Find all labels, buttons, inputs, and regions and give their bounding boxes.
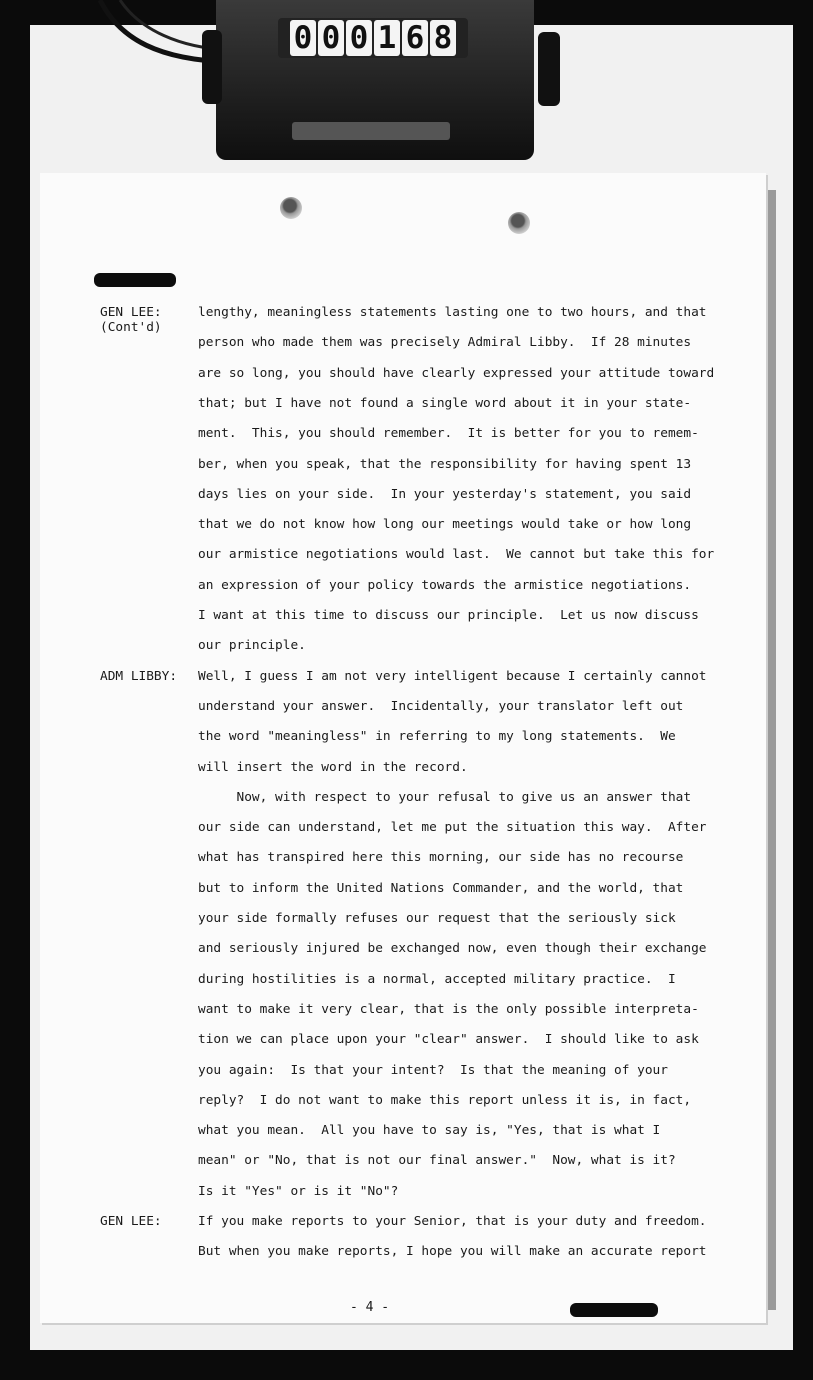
- transcript-line: If you make reports to your Senior, that is your duty and freedom.: [198, 1214, 707, 1229]
- page-number: - 4 -: [350, 1300, 390, 1315]
- transcript-line: want to make it very clear, that is the only possible interpreta-: [198, 1001, 699, 1017]
- transcript-line: ment. This, you should remember. It is better for you to remem-: [198, 426, 699, 442]
- transcript-line: But when you make reports, I hope you will make an accurate report: [198, 1244, 707, 1260]
- transcript-line: what you mean. All you have to say is, "Yes, that is what I: [198, 1123, 661, 1139]
- speaker-continued-note: (Cont'd): [100, 320, 162, 335]
- speaker-label: ADM LIBBY:: [100, 668, 178, 684]
- transcript-line: that; but I have not found a single word about it in your state-: [198, 395, 692, 411]
- transcript-line: your side formally refuses our request that the seriously sick: [198, 911, 676, 926]
- transcript-line: tion we can place upon your "clear" answer. I should like to ask: [198, 1032, 699, 1048]
- transcript-line: and seriously injured be exchanged now, even though their exchange: [198, 941, 707, 957]
- transcript-line: but to inform the United Nations Commander, and the world, that: [198, 880, 684, 896]
- transcript-line: what has transpired here this morning, our side has no recourse: [198, 850, 684, 866]
- transcript-line: during hostilities is a normal, accepted military practice. I: [198, 971, 676, 987]
- transcript-line: lengthy, meaningless statements lasting one to two hours, and that: [198, 305, 707, 320]
- transcript-line: days lies on your side. In your yesterday's statement, you said: [198, 486, 692, 502]
- counter-knob-right: [538, 32, 560, 106]
- frame-counter-device: [216, 0, 534, 160]
- punch-hole-left: [280, 197, 302, 219]
- transcript-line: Well, I guess I am not very intelligent because I certainly cannot: [198, 668, 707, 684]
- transcript-line: person who made them was precisely Admiral Libby. If 28 minutes: [198, 335, 692, 351]
- redaction-bar-top: [94, 273, 176, 287]
- redaction-bar-bottom: [570, 1303, 658, 1317]
- counter-digit: 0: [318, 20, 344, 56]
- transcript-line: the word "meaningless" in referring to my long statements. We: [198, 729, 676, 745]
- transcript-line: mean" or "No, that is not our final answer." Now, what is it?: [198, 1153, 676, 1169]
- transcript-line: understand your answer. Incidentally, your translator left out: [198, 698, 684, 714]
- transcript-line: Is it "Yes" or is it "No"?: [198, 1183, 399, 1199]
- counter-digit: 0: [290, 20, 316, 56]
- transcript-line: reply? I do not want to make this report unless it is, in fact,: [198, 1092, 692, 1108]
- transcript-line: our armistice negotiations would last. We cannot but take this for: [198, 547, 715, 563]
- counter-knob-left: [202, 30, 222, 104]
- transcript-line: ber, when you speak, that the responsibility for having spent 13: [198, 456, 692, 472]
- transcript-line: I want at this time to discuss our principle. Let us now discuss: [198, 608, 699, 623]
- transcript-line: that we do not know how long our meetings would take or how long: [198, 517, 692, 533]
- counter-digit: 8: [430, 20, 456, 56]
- counter-digit: 0: [346, 20, 372, 56]
- transcript-line: you again: Is that your intent? Is that the meaning of your: [198, 1062, 668, 1078]
- transcript-line: our side can understand, let me put the situation this way. After: [198, 820, 707, 836]
- frame-counter-window: [278, 18, 468, 58]
- speaker-label: GEN LEE:: [100, 305, 162, 320]
- speaker-label: GEN LEE:: [100, 1214, 162, 1229]
- counter-digit: 1: [374, 20, 400, 56]
- transcript-line: Now, with respect to your refusal to give us an answer that: [198, 789, 692, 805]
- transcript-line: an expression of your policy towards the armistice negotiations.: [198, 577, 692, 593]
- transcript-line: our principle.: [198, 638, 306, 654]
- counter-digit: 6: [402, 20, 428, 56]
- page-edge-shadow: [768, 190, 776, 1310]
- punch-hole-right: [508, 212, 530, 234]
- transcript-line: are so long, you should have clearly expressed your attitude toward: [198, 365, 715, 381]
- transcript-line: will insert the word in the record.: [198, 759, 468, 775]
- counter-plate: [292, 122, 450, 140]
